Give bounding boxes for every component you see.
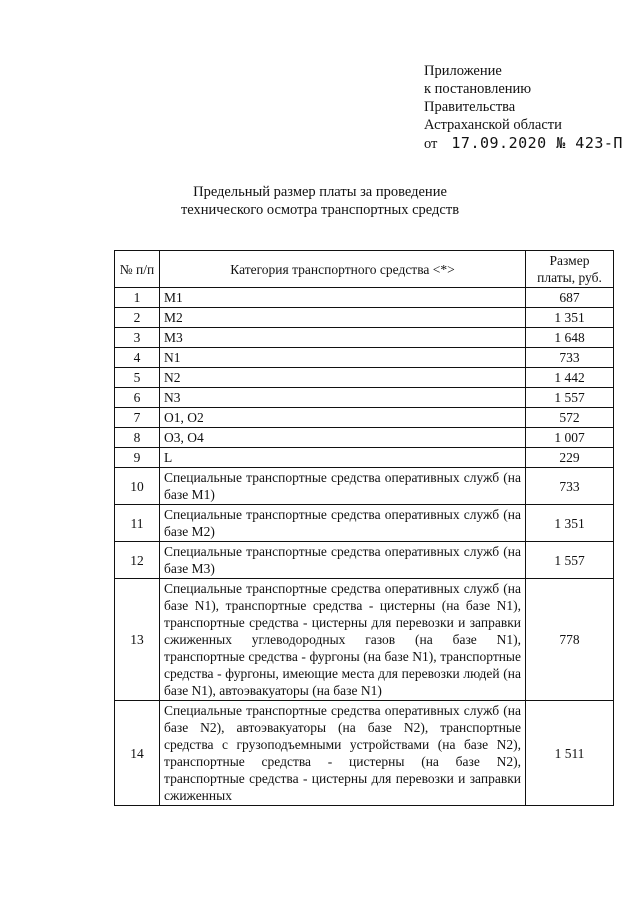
document-title (0, 183, 640, 219)
table-row (115, 408, 614, 428)
row-fee: 1 442 (526, 368, 614, 388)
row-number: 11 (115, 505, 160, 542)
row-category: M2 (160, 308, 526, 328)
appendix-line: Правительства (424, 99, 516, 115)
row-number: 2 (115, 308, 160, 328)
row-number: 9 (115, 448, 160, 468)
table-row (115, 448, 614, 468)
row-fee: 1 557 (526, 542, 614, 579)
table-row (115, 505, 614, 542)
table-row (115, 701, 614, 806)
appendix-line: Астраханской области (424, 117, 562, 133)
appendix-line: к постановлению (424, 81, 532, 97)
row-number: 3 (115, 328, 160, 348)
table-row (115, 579, 614, 701)
table-row (115, 542, 614, 579)
row-fee: 687 (526, 288, 614, 308)
from-label: от (424, 136, 438, 152)
row-category: M1 (160, 288, 526, 308)
row-number: 1 (115, 288, 160, 308)
row-fee: 778 (526, 579, 614, 701)
row-fee: 1 007 (526, 428, 614, 448)
fee-table (114, 250, 614, 806)
row-category: Специальные транспортные средства оперативных служб (на базе M2) (160, 505, 526, 542)
header-fee: Размер платы, руб. (526, 251, 614, 288)
row-category: N1 (160, 348, 526, 368)
row-category: Специальные транспортные средства оперативных служб (на базе M3) (160, 542, 526, 579)
table-header-row (115, 251, 614, 288)
row-number: 6 (115, 388, 160, 408)
row-fee: 1 511 (526, 701, 614, 806)
row-number: 4 (115, 348, 160, 368)
row-number: 13 (115, 579, 160, 701)
row-fee: 229 (526, 448, 614, 468)
row-number: 12 (115, 542, 160, 579)
row-category: O1, O2 (160, 408, 526, 428)
title-line-1: Предельный размер платы за проведение (193, 184, 447, 200)
table-row (115, 348, 614, 368)
row-category: M3 (160, 328, 526, 348)
table-row (115, 368, 614, 388)
row-category: N2 (160, 368, 526, 388)
row-category: Специальные транспортные средства оперативных служб (на базе M1) (160, 468, 526, 505)
row-fee: 1 351 (526, 505, 614, 542)
row-fee: 1 351 (526, 308, 614, 328)
row-number: 14 (115, 701, 160, 806)
appendix-line: Приложение (424, 63, 502, 79)
table-row (115, 468, 614, 505)
row-number: 5 (115, 368, 160, 388)
header-number: № п/п (115, 251, 160, 288)
table-row (115, 288, 614, 308)
row-number: 10 (115, 468, 160, 505)
row-fee: 1 648 (526, 328, 614, 348)
row-number: 8 (115, 428, 160, 448)
table-row (115, 388, 614, 408)
row-category: Специальные транспортные средства оперативных служб (на базе N1), транспортные средства - цистерны (на базе N1), транспортные средства - цистерны для перевозки и заправки сжиженных углеводородных газов (на базе N1), транспортные средства - фургоны (на базе N1), транспортные средства - фургоны, имеющие места для перевозки людей (на базе N1), автоэвакуаторы (на базе N1) (160, 579, 526, 701)
row-category: Специальные транспортные средства оперативных служб (на базе N2), автоэвакуаторы (на базе N2), транспортные средства с грузоподъемными устройствами (на базе N2), транспортные средства - цистерны (на базе N2), транспортные средства - цистерны для перевозки и заправки сжиженных (160, 701, 526, 806)
resolution-date-number: 17.09.2020 № 423-П (451, 134, 623, 152)
resolution-date-line (424, 134, 623, 153)
row-category: O3, O4 (160, 428, 526, 448)
row-fee: 733 (526, 468, 614, 505)
title-line-2: технического осмотра транспортных средств (180, 202, 460, 218)
table-row (115, 328, 614, 348)
row-fee: 733 (526, 348, 614, 368)
table-row (115, 428, 614, 448)
header-category: Категория транспортного средства <*> (160, 251, 526, 288)
appendix-header (424, 62, 623, 153)
row-category: N3 (160, 388, 526, 408)
table-row (115, 308, 614, 328)
row-fee: 572 (526, 408, 614, 428)
row-category: L (160, 448, 526, 468)
row-number: 7 (115, 408, 160, 428)
row-fee: 1 557 (526, 388, 614, 408)
